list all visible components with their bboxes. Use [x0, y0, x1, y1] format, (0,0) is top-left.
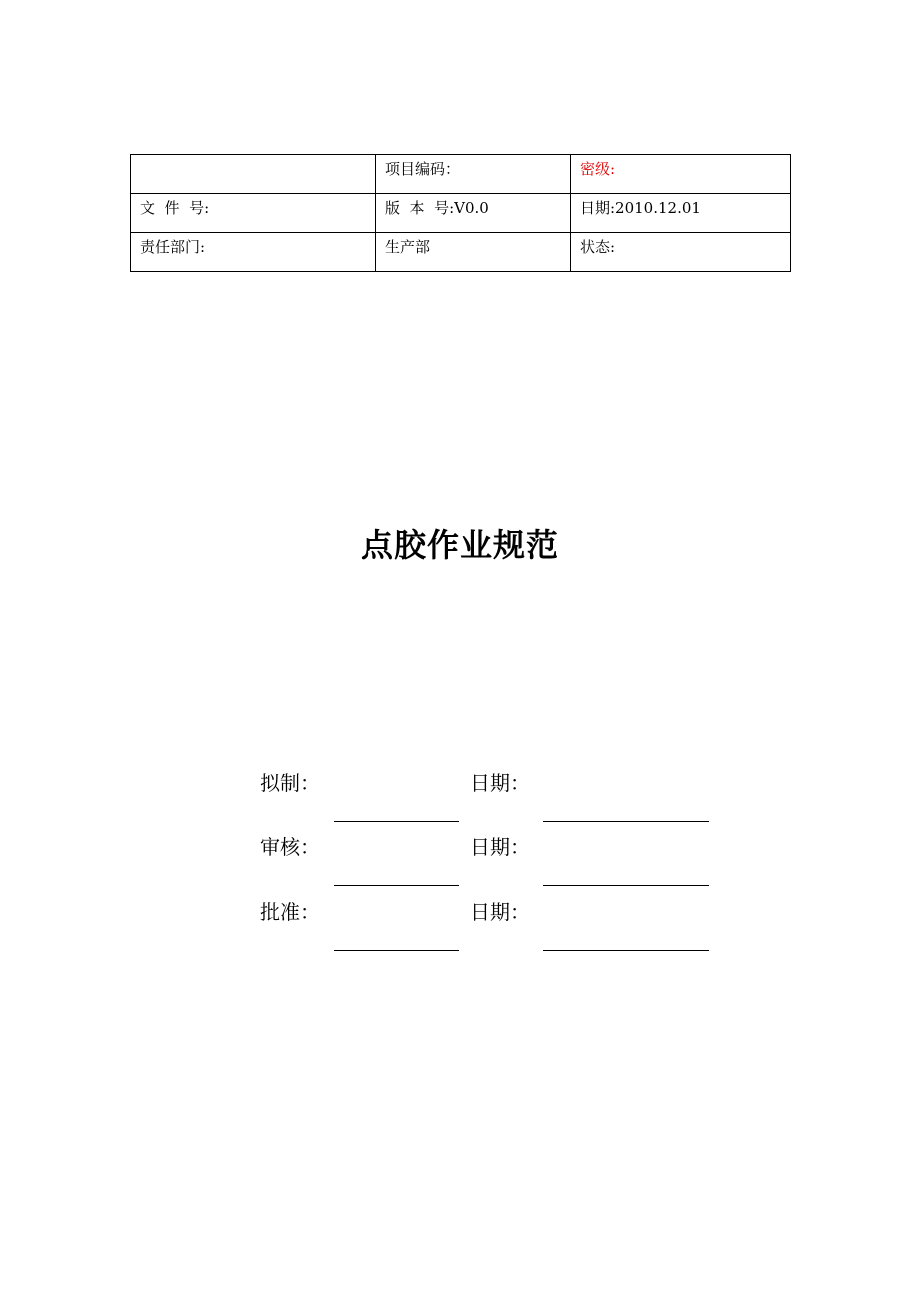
reviewed-date-line[interactable]	[543, 885, 709, 886]
approved-by-signature-line[interactable]	[334, 950, 459, 951]
document-info-table	[130, 154, 791, 272]
table-row	[131, 194, 791, 233]
department-cell: 责任部门:	[131, 233, 376, 272]
table-row	[131, 233, 791, 272]
status-cell: 状态:	[571, 233, 791, 272]
drafted-date-line[interactable]	[543, 821, 709, 822]
security-level-cell: 密级:	[571, 155, 791, 194]
table-cell	[131, 155, 376, 194]
department-value-cell: 生产部	[376, 233, 571, 272]
file-number-cell: 文 件 号:	[131, 194, 376, 233]
approved-date-line[interactable]	[543, 950, 709, 951]
drafted-date-label: 日期：	[470, 771, 530, 795]
date-cell: 日期:2010.12.01	[571, 194, 791, 233]
reviewed-by-signature-line[interactable]	[334, 885, 459, 886]
version-cell: 版 本 号:V0.0	[376, 194, 571, 233]
approved-by-label: 批准：	[260, 900, 320, 924]
project-code-cell: 项目编码：	[376, 155, 571, 194]
reviewed-by-label: 审核：	[260, 835, 320, 859]
approved-date-label: 日期：	[470, 900, 530, 924]
drafted-by-label: 拟制：	[260, 771, 320, 795]
document-title: 点胶作业规范	[360, 526, 559, 564]
reviewed-date-label: 日期：	[470, 835, 530, 859]
table-row	[131, 155, 791, 194]
drafted-by-signature-line[interactable]	[334, 821, 459, 822]
